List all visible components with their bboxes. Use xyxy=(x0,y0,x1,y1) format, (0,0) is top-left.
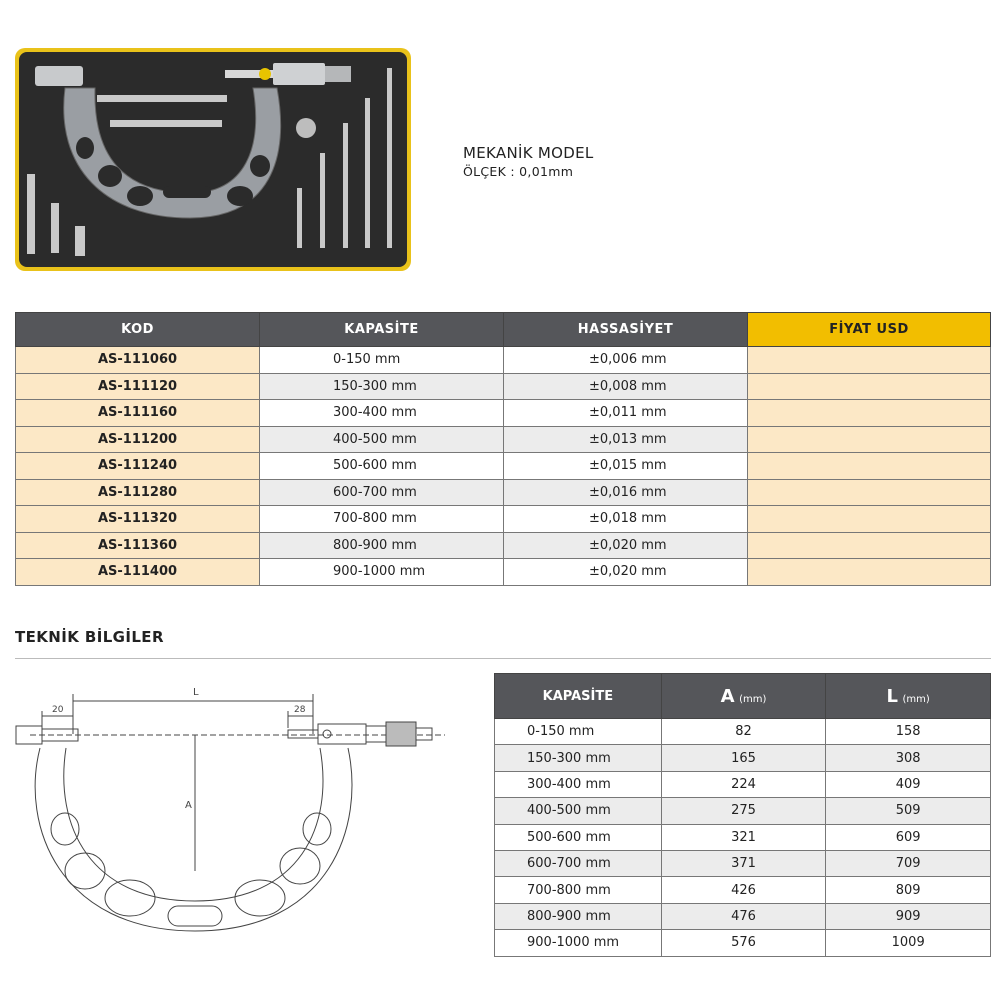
dimension-table-header-row xyxy=(495,674,991,719)
table-row xyxy=(16,426,991,453)
table-row xyxy=(495,930,991,956)
l-cell: 609 xyxy=(826,824,991,850)
left-dim-label: 20 xyxy=(52,705,64,715)
a-cell: 224 xyxy=(661,771,826,797)
accuracy-cell: ±0,020 mm xyxy=(504,532,748,559)
header-a-unit: (mm) xyxy=(739,693,767,705)
table-row xyxy=(495,877,991,903)
table-row xyxy=(495,903,991,929)
price-cell xyxy=(748,426,991,453)
table-row xyxy=(495,745,991,771)
capacity-cell: 0-150 mm xyxy=(260,347,504,374)
capacity-cell: 0-150 mm xyxy=(495,719,662,745)
capacity-cell: 700-800 mm xyxy=(260,506,504,533)
a-cell: 576 xyxy=(661,930,826,956)
l-cell: 308 xyxy=(826,745,991,771)
table-row xyxy=(16,400,991,427)
l-cell: 158 xyxy=(826,719,991,745)
table-row xyxy=(495,771,991,797)
code-cell: AS-111360 xyxy=(16,532,260,559)
capacity-cell: 400-500 mm xyxy=(495,798,662,824)
a-cell: 275 xyxy=(661,798,826,824)
a-cell: 426 xyxy=(661,877,826,903)
model-info xyxy=(463,144,594,179)
code-cell: AS-111320 xyxy=(16,506,260,533)
code-cell: AS-111280 xyxy=(16,479,260,506)
height-label: A xyxy=(185,800,192,811)
a-cell: 371 xyxy=(661,850,826,876)
table-row xyxy=(16,479,991,506)
capacity-cell: 800-900 mm xyxy=(260,532,504,559)
header-l-unit: (mm) xyxy=(902,693,930,705)
accuracy-cell: ±0,018 mm xyxy=(504,506,748,533)
technical-drawing xyxy=(10,676,450,946)
a-cell: 165 xyxy=(661,745,826,771)
price-cell xyxy=(748,453,991,480)
capacity-cell: 400-500 mm xyxy=(260,426,504,453)
table-row xyxy=(495,824,991,850)
header-l xyxy=(826,674,991,719)
dimension-table xyxy=(494,673,991,957)
code-cell: AS-111160 xyxy=(16,400,260,427)
table-row xyxy=(495,798,991,824)
header-a-label: A xyxy=(720,685,735,707)
header-capacity: KAPASİTE xyxy=(495,674,662,719)
code-cell: AS-111200 xyxy=(16,426,260,453)
l-cell: 409 xyxy=(826,771,991,797)
capacity-cell: 300-400 mm xyxy=(260,400,504,427)
model-title: MEKANİK MODEL xyxy=(463,144,594,162)
price-cell xyxy=(748,479,991,506)
accuracy-cell: ±0,016 mm xyxy=(504,479,748,506)
l-cell: 1009 xyxy=(826,930,991,956)
code-cell: AS-111120 xyxy=(16,373,260,400)
table-row xyxy=(495,719,991,745)
code-cell: AS-111240 xyxy=(16,453,260,480)
capacity-cell: 900-1000 mm xyxy=(495,930,662,956)
l-cell: 709 xyxy=(826,850,991,876)
code-cell: AS-111060 xyxy=(16,347,260,374)
header-a xyxy=(661,674,826,719)
price-cell xyxy=(748,373,991,400)
accuracy-cell: ±0,006 mm xyxy=(504,347,748,374)
price-cell xyxy=(748,347,991,374)
a-cell: 321 xyxy=(661,824,826,850)
tech-section-title: TEKNİK BİLGİLER xyxy=(15,628,164,646)
table-row xyxy=(16,506,991,533)
header-capacity: KAPASİTE xyxy=(260,313,504,347)
capacity-cell: 900-1000 mm xyxy=(260,559,504,586)
code-cell: AS-111400 xyxy=(16,559,260,586)
capacity-cell: 500-600 mm xyxy=(260,453,504,480)
right-dim-label: 28 xyxy=(294,705,306,715)
accuracy-cell: ±0,015 mm xyxy=(504,453,748,480)
capacity-cell: 700-800 mm xyxy=(495,877,662,903)
length-label: L xyxy=(193,687,199,698)
price-cell xyxy=(748,506,991,533)
capacity-cell: 150-300 mm xyxy=(495,745,662,771)
table-row xyxy=(495,850,991,876)
price-cell xyxy=(748,559,991,586)
table-row xyxy=(16,347,991,374)
l-cell: 509 xyxy=(826,798,991,824)
table-row xyxy=(16,453,991,480)
header-l-label: L xyxy=(886,685,898,707)
a-cell: 476 xyxy=(661,903,826,929)
price-cell xyxy=(748,532,991,559)
price-cell xyxy=(748,400,991,427)
table-row xyxy=(16,532,991,559)
capacity-cell: 150-300 mm xyxy=(260,373,504,400)
capacity-cell: 300-400 mm xyxy=(495,771,662,797)
capacity-cell: 500-600 mm xyxy=(495,824,662,850)
l-cell: 909 xyxy=(826,903,991,929)
l-cell: 809 xyxy=(826,877,991,903)
accuracy-cell: ±0,008 mm xyxy=(504,373,748,400)
a-cell: 82 xyxy=(661,719,826,745)
section-divider xyxy=(15,658,991,659)
header-code: KOD xyxy=(16,313,260,347)
capacity-cell: 600-700 mm xyxy=(260,479,504,506)
model-scale: ÖLÇEK : 0,01mm xyxy=(463,164,574,179)
price-table-header-row xyxy=(16,313,991,347)
product-photo xyxy=(15,48,411,271)
table-row xyxy=(16,559,991,586)
accuracy-cell: ±0,013 mm xyxy=(504,426,748,453)
price-table xyxy=(15,312,991,586)
capacity-cell: 600-700 mm xyxy=(495,850,662,876)
accuracy-cell: ±0,011 mm xyxy=(504,400,748,427)
table-row xyxy=(16,373,991,400)
header-price: FİYAT USD xyxy=(748,313,991,347)
capacity-cell: 800-900 mm xyxy=(495,903,662,929)
accuracy-cell: ±0,020 mm xyxy=(504,559,748,586)
header-accuracy: HASSASİYET xyxy=(504,313,748,347)
